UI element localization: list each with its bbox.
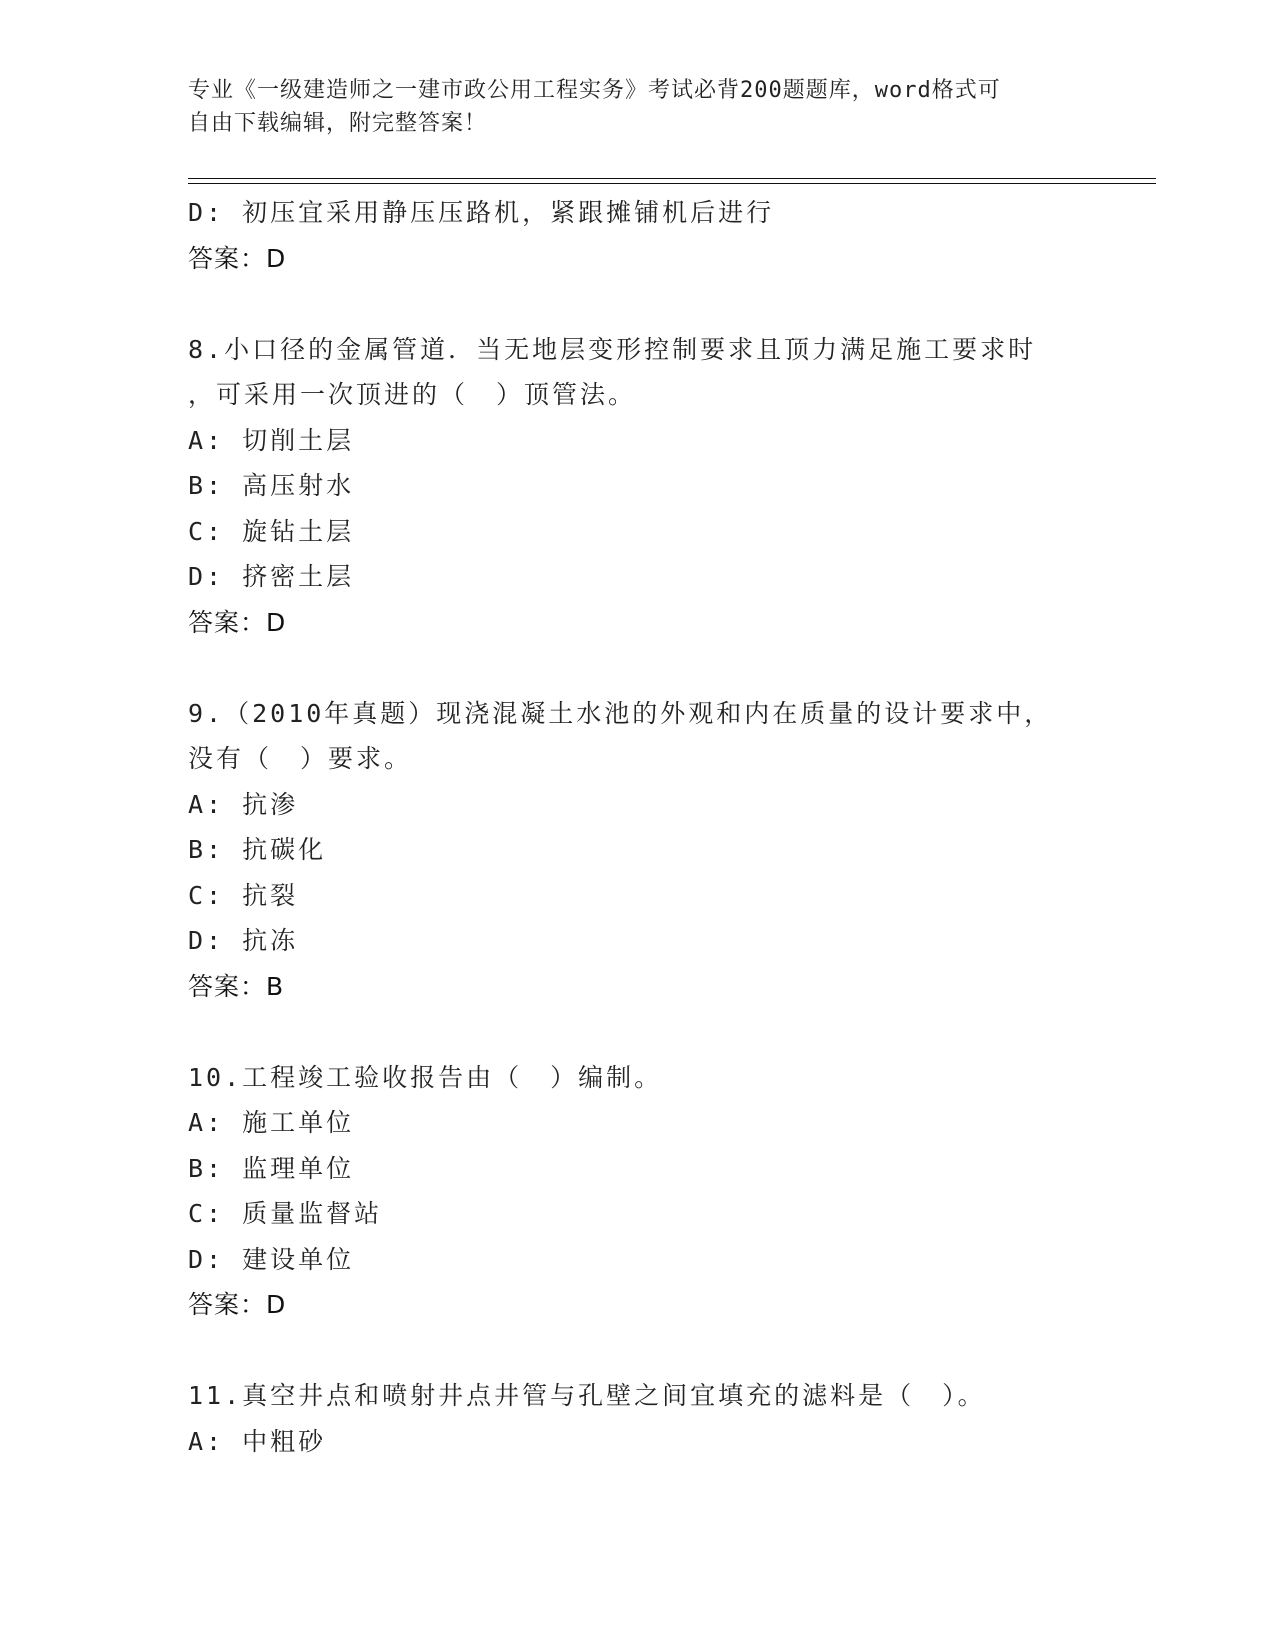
option-c: C: 抗裂 [188, 880, 299, 910]
option-a: A: 中粗砂 [188, 1426, 327, 1456]
option-d: D: 建设单位 [188, 1244, 355, 1274]
option-b: B: 监理单位 [188, 1153, 355, 1183]
header-divider-bottom [188, 183, 1156, 184]
question-list [188, 190, 1088, 1464]
question-block-9 [188, 691, 1088, 1010]
option-a: A: 抗渗 [188, 789, 299, 819]
header-divider-top [188, 178, 1156, 179]
header-title-line-1: 专业《一级建造师之一建市政公用工程实务》考试必背200题题库，word格式可 [188, 78, 1001, 103]
answer-line: 答案：B [188, 971, 285, 1001]
option-a: A: 施工单位 [188, 1108, 355, 1137]
question-text: 9.（2010年真题）现浇混凝土水池的外观和内在质量的设计要求中， [188, 698, 1053, 728]
header-title-line-2: 自由下载编辑，附完整答案！ [188, 111, 488, 136]
option-b: B: 高压射水 [188, 471, 355, 500]
question-block-10 [188, 1055, 1088, 1328]
question-block-8 [188, 327, 1088, 646]
option-d: D: 挤密土层 [188, 562, 355, 591]
answer-line: 答案：D [188, 607, 287, 637]
option-c: C: 质量监督站 [188, 1199, 383, 1228]
option-d: D: 抗冻 [188, 926, 299, 955]
spacer [188, 1009, 1088, 1055]
option-d: D: 初压宜采用静压压路机，紧跟摊铺机后进行 [188, 198, 775, 227]
option-c: C: 旋钻土层 [188, 516, 355, 546]
spacer [188, 645, 1088, 691]
option-b: B: 抗碳化 [188, 835, 327, 864]
spacer [188, 281, 1088, 327]
option-a: A: 切削土层 [188, 425, 355, 455]
question-text-continued: ，可采用一次顶进的（ ）顶管法。 [188, 380, 637, 409]
question-block-11 [188, 1373, 1088, 1464]
spacer [188, 1328, 1088, 1374]
answer-line: 答案：D [188, 1290, 287, 1319]
question-text: 10.工程竣工验收报告由（ ）编制。 [188, 1062, 663, 1092]
document-header [188, 74, 1068, 140]
answer-line: 答案：D [188, 243, 287, 273]
question-text-continued: 没有（ ）要求。 [188, 744, 413, 773]
question-text: 11.真空井点和喷射井点井管与孔壁之间宜填充的滤料是（ ）。 [188, 1381, 986, 1410]
question-text: 8.小口径的金属管道．当无地层变形控制要求且顶力满足施工要求时 [188, 334, 1037, 364]
